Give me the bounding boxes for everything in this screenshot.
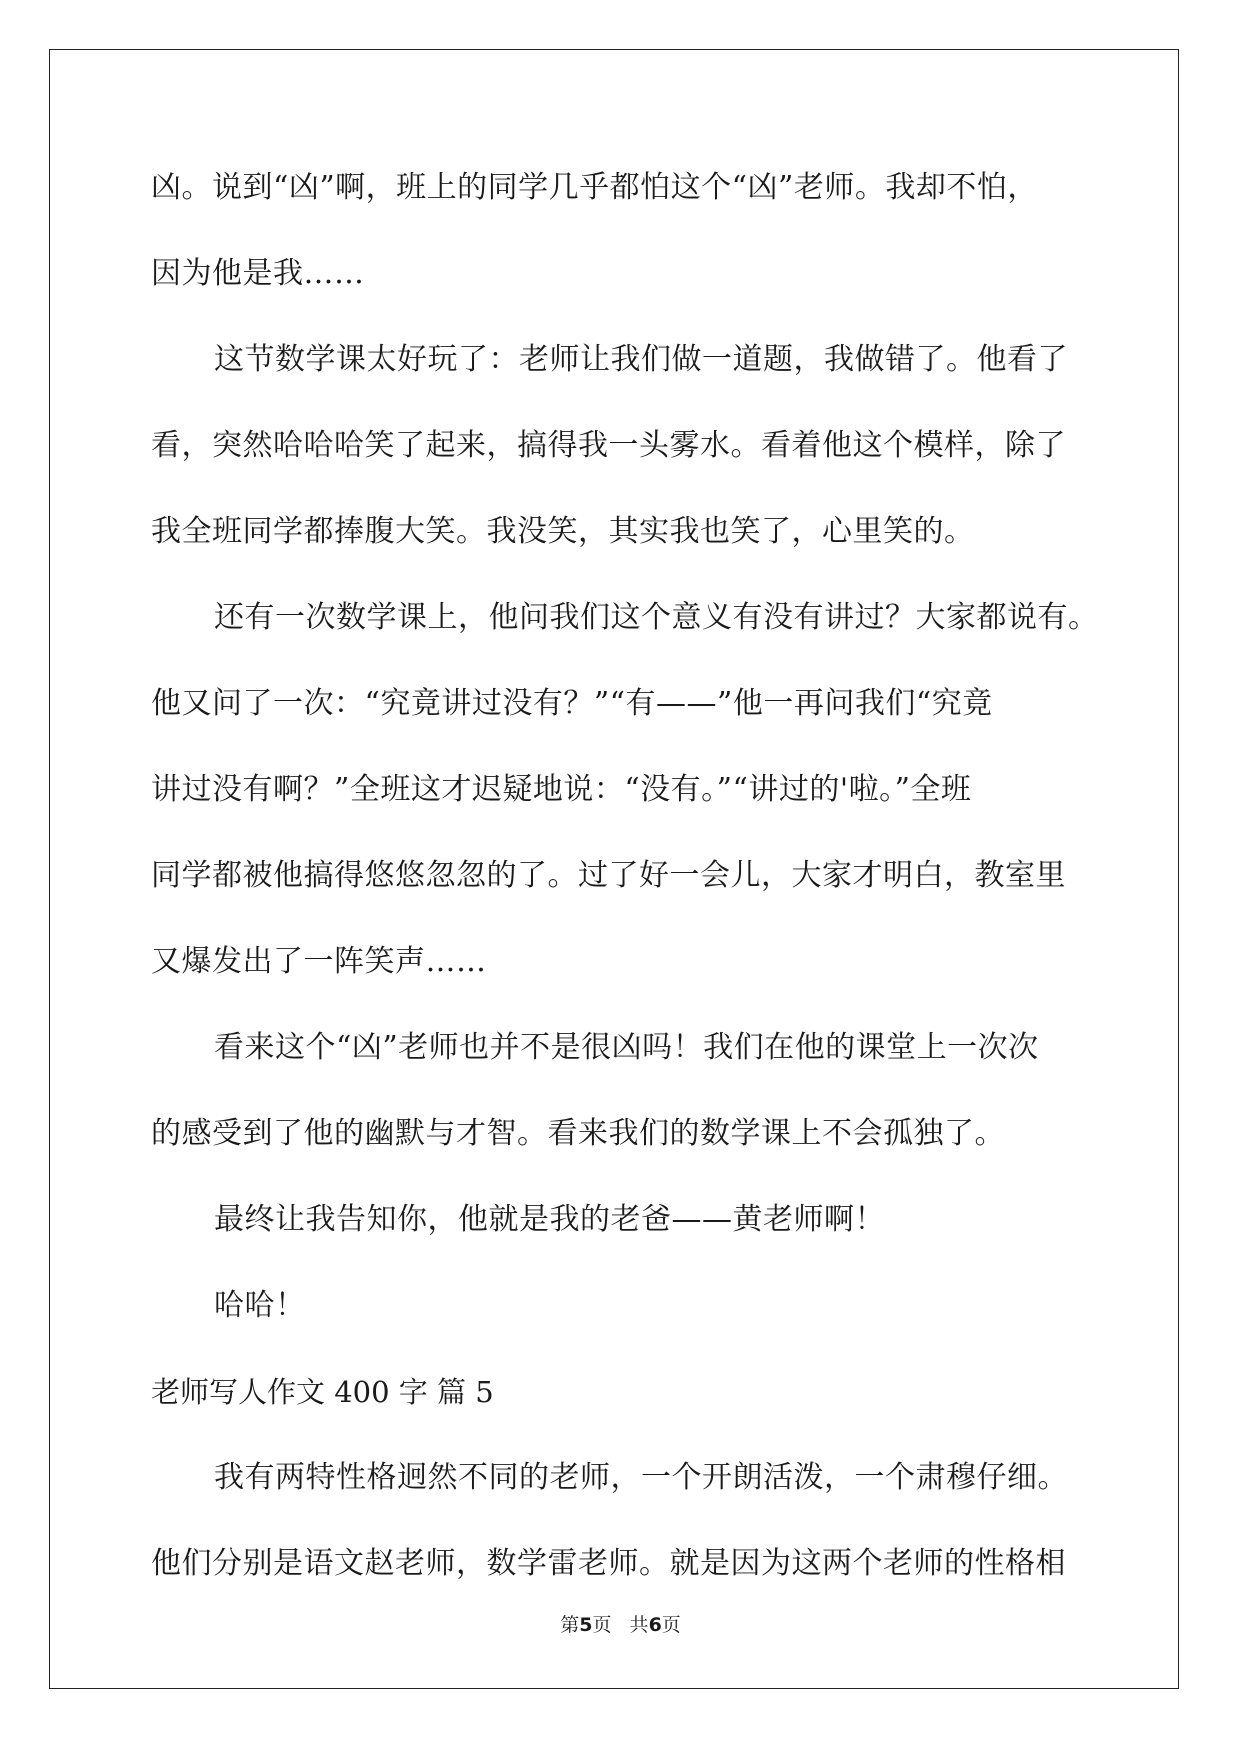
text-line: 看，突然哈哈哈笑了起来，搞得我一头雾水。看着他这个模样，除了 — [151, 428, 1066, 463]
text-line: 因为他是我…… — [151, 256, 365, 291]
text-line: 凶。说到“凶”啊，班上的同学几乎都怕这个“凶”老师。我却不怕， — [151, 170, 1038, 205]
footer-suffix: 页 — [661, 1614, 681, 1636]
text-line: 还有一次数学课上，他问我们这个意义有没有讲过？大家都说有。 — [214, 600, 1099, 635]
text-line: 他又问了一次：“究竟讲过没有？”“有——”他一再问我们“究竟 — [151, 686, 993, 721]
footer-middle: 页 共 — [592, 1614, 649, 1636]
text-line: 我全班同学都捧腹大笑。我没笑，其实我也笑了，心里笑的。 — [151, 514, 975, 549]
text-line: 又爆发出了一阵笑声…… — [151, 944, 487, 979]
text-line: 的感受到了他的幽默与才智。看来我们的数学课上不会孤独了。 — [151, 1116, 1005, 1151]
text-line: 看来这个“凶”老师也并不是很凶吗！我们在他的课堂上一次次 — [214, 1030, 1039, 1065]
text-line: 最终让我告知你，他就是我的老爸——黄老师啊！ — [214, 1202, 885, 1237]
page-footer — [0, 1612, 1241, 1638]
text-line: 他们分别是语文赵老师，数学雷老师。就是因为这两个老师的性格相 — [151, 1546, 1066, 1581]
footer-prefix: 第 — [560, 1614, 580, 1636]
text-line: 这节数学课太好玩了：老师让我们做一道题，我做错了。他看了 — [214, 342, 1068, 377]
total-page-number: 6 — [648, 1614, 662, 1636]
text-line: 我有两特性格迥然不同的老师，一个开朗活泼，一个肃穆仔细。 — [214, 1460, 1068, 1495]
text-line: 同学都被他搞得悠悠忽忽的了。过了好一会儿，大家才明白，教室里 — [151, 858, 1066, 893]
text-line: 讲过没有啊？”全班这才迟疑地说：“没有。”“讲过的'啦。”全班 — [151, 772, 972, 807]
section-heading: 老师写人作文 400 字 篇 5 — [151, 1375, 494, 1409]
current-page-number: 5 — [579, 1614, 593, 1636]
text-line: 哈哈！ — [214, 1288, 306, 1323]
